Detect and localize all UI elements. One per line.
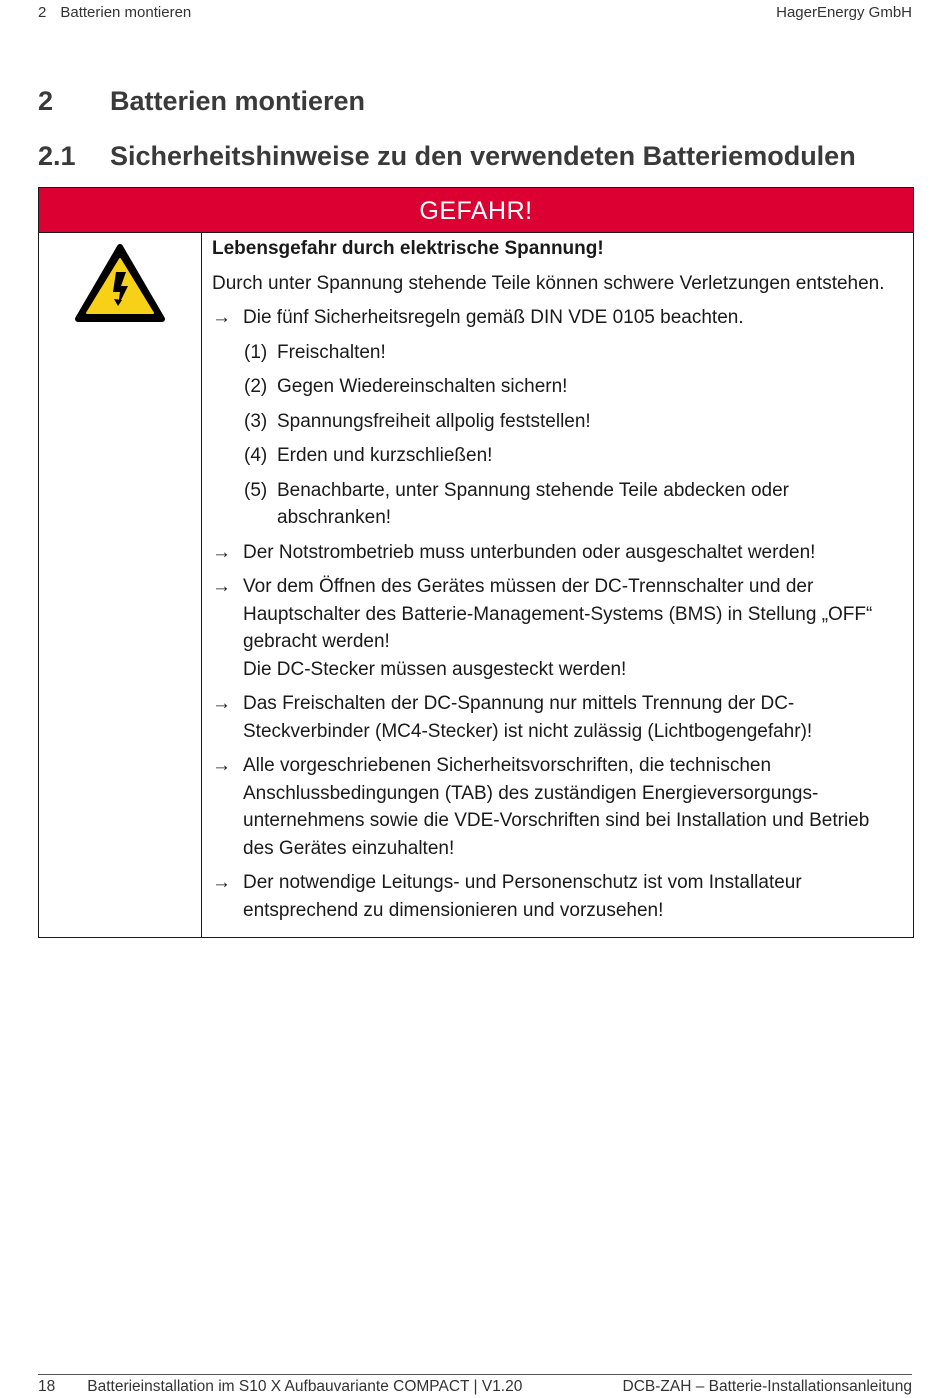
page-header xyxy=(38,0,912,24)
rule-number: (2) xyxy=(244,376,268,397)
arrow-right-icon: → xyxy=(212,576,231,597)
document-title: Batterieinstallation im S10 X Aufbauvariante COMPACT | V1.20 xyxy=(87,1378,523,1395)
header-chapter-title: Batterien montieren xyxy=(60,3,192,21)
rule-number: (3) xyxy=(244,410,268,432)
header-company: HagerEnergy GmbH xyxy=(776,3,912,21)
instruction-step xyxy=(212,573,903,683)
rule-text: Erden und kurzschließen! xyxy=(277,445,493,466)
warning-icon-cell xyxy=(39,233,202,937)
safety-rule xyxy=(212,477,903,532)
danger-warning-box xyxy=(38,187,914,938)
page-footer xyxy=(38,1374,912,1396)
instruction-text: Vor dem Öffnen des Gerätes müssen der DC-Trennschalter und der Hauptschalter des Batterie-Management-Systems (BMS) in Stellung „OFF“ gebracht werden! xyxy=(243,576,873,652)
footer-left xyxy=(38,1378,522,1396)
instruction-text-extra: Die DC-Stecker müssen ausgesteckt werden! xyxy=(243,658,627,680)
rule-number: (4) xyxy=(244,445,268,466)
instruction-text: Der Notstrombetrieb muss unterbunden oder ausgeschaltet werden! xyxy=(243,541,816,563)
instruction-text: Alle vorgeschriebenen Sicherheitsvorschriften, die technischen Anschlussbedingungen (TAB) des zuständigen Energieversorgungs-unternehmens sowie die VDE-Vorschriften sind bei Installation und Betrieb des Gerätes einzuhalten! xyxy=(243,755,870,859)
arrow-right-icon: → xyxy=(212,693,231,714)
rule-text: Benachbarte, unter Spannung stehende Teile abdecken oder abschranken! xyxy=(277,479,789,528)
chapter-title: Batterien montieren xyxy=(110,86,366,116)
section-title: Sicherheitshinweise zu den verwendeten Batteriemodulen xyxy=(110,141,856,171)
warning-intro: Durch unter Spannung stehende Teile können schwere Verletzungen entstehen. xyxy=(212,272,885,294)
instruction-step xyxy=(212,690,903,745)
instruction-step xyxy=(212,304,903,332)
safety-rule xyxy=(212,339,903,367)
safety-rule xyxy=(212,442,903,470)
header-chapter xyxy=(38,4,205,21)
warning-text xyxy=(202,233,913,937)
page-number: 18 xyxy=(38,1378,56,1395)
rule-number: (5) xyxy=(244,479,268,501)
safety-rule xyxy=(212,373,903,401)
chapter-heading xyxy=(38,86,365,117)
instruction-step xyxy=(212,752,903,862)
warning-title: Lebensgefahr durch elektrische Spannung! xyxy=(212,238,604,259)
arrow-right-icon: → xyxy=(212,541,231,563)
instruction-text: Die fünf Sicherheitsregeln gemäß DIN VDE 0105 beachten. xyxy=(243,307,744,328)
arrow-right-icon: → xyxy=(212,872,231,893)
instruction-step xyxy=(212,869,903,924)
instruction-text: Das Freischalten der DC-Spannung nur mittels Trennung der DC-Steckverbinder (MC4-Stecker) ist nicht zulässig (Lichtbogengefahr)! xyxy=(243,693,813,742)
instruction-step xyxy=(212,539,903,567)
rule-text: Spannungsfreiheit allpolig feststellen! xyxy=(277,410,591,432)
header-chapter-num: 2 xyxy=(38,3,47,21)
rule-number: (1) xyxy=(244,341,268,363)
instruction-text: Der notwendige Leitungs- und Personenschutz ist vom Installateur entsprechend zu dimensionieren und vorzusehen! xyxy=(243,872,802,921)
arrow-right-icon: → xyxy=(212,755,231,776)
warning-heading: GEFAHR! xyxy=(39,188,913,233)
rule-text: Gegen Wiedereinschalten sichern! xyxy=(277,376,568,397)
high-voltage-warning-icon xyxy=(74,242,166,324)
section-number: 2.1 xyxy=(38,141,76,171)
warning-body xyxy=(39,233,913,937)
document-reference: DCB-ZAH – Batterie-Installationsanleitung xyxy=(622,1378,912,1395)
safety-rule xyxy=(212,408,903,436)
section-heading xyxy=(38,141,856,172)
arrow-right-icon: → xyxy=(212,307,231,328)
rule-text: Freischalten! xyxy=(277,341,386,363)
chapter-number: 2 xyxy=(38,86,54,116)
